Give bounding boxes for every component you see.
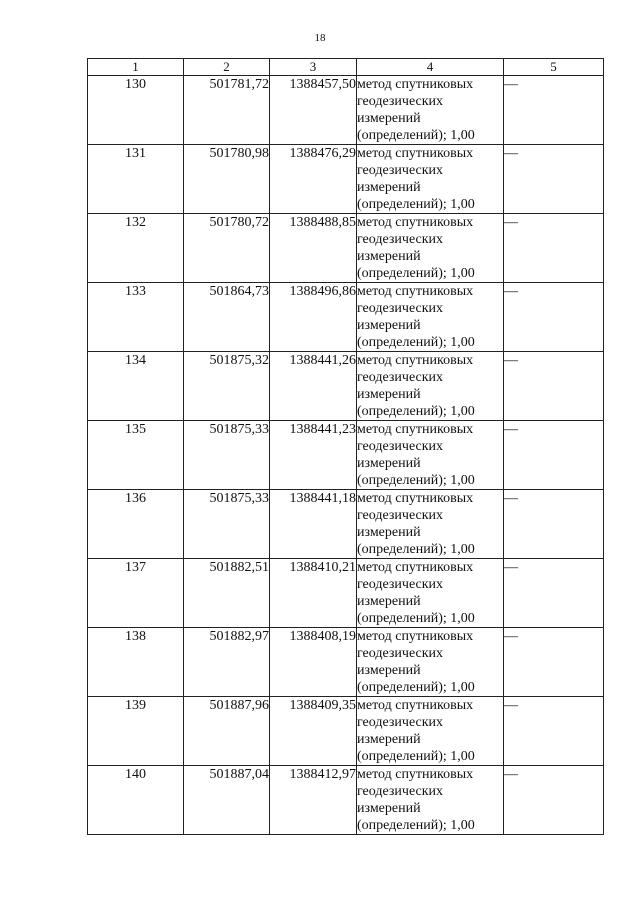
table-row [88,490,604,559]
method-cell [357,421,504,490]
method-line: (определений); 1,00 [357,266,475,281]
note-cell [504,145,604,214]
note-cell [504,76,604,145]
x-coordinate-cell: 501882,97 [184,628,270,697]
method-line: геодезических [357,715,444,730]
table-row [88,145,604,214]
method-cell [357,352,504,421]
table-row [88,559,604,628]
column-header-5: 5 [504,59,604,76]
method-line: измерений [357,525,421,540]
y-coordinate-cell: 1388476,29 [270,145,357,214]
method-line: метод спутниковых [357,767,474,782]
method-line: измерений [357,732,421,747]
y-coordinate-cell: 1388488,85 [270,214,357,283]
y-coordinate-cell: 1388496,86 [270,283,357,352]
point-number-cell: 137 [88,559,184,628]
method-line: метод спутниковых [357,491,474,506]
note-cell [504,352,604,421]
x-coordinate-cell: 501882,51 [184,559,270,628]
x-coordinate-cell: 501887,04 [184,766,270,835]
method-line: метод спутниковых [357,353,474,368]
point-number-cell: 140 [88,766,184,835]
method-line: геодезических [357,646,444,661]
y-coordinate-cell: 1388408,19 [270,628,357,697]
table-row [88,214,604,283]
method-cell [357,76,504,145]
method-line: измерений [357,318,421,333]
point-number-cell: 133 [88,283,184,352]
method-line: измерений [357,387,421,402]
method-line: измерений [357,663,421,678]
method-line: (определений); 1,00 [357,818,475,833]
x-coordinate-cell: 501875,32 [184,352,270,421]
table-row [88,76,604,145]
method-line: (определений); 1,00 [357,404,475,419]
table-row [88,283,604,352]
method-line: метод спутниковых [357,698,474,713]
method-line: измерений [357,249,421,264]
method-cell [357,214,504,283]
point-number-cell: 130 [88,76,184,145]
note-value: — [504,491,518,506]
note-cell [504,697,604,766]
y-coordinate-cell: 1388410,21 [270,559,357,628]
x-coordinate-cell: 501781,72 [184,76,270,145]
note-cell [504,766,604,835]
method-cell [357,766,504,835]
column-header-1: 1 [88,59,184,76]
x-coordinate-cell: 501864,73 [184,283,270,352]
note-value: — [504,215,518,230]
method-line: геодезических [357,577,444,592]
method-cell [357,145,504,214]
y-coordinate-cell: 1388441,23 [270,421,357,490]
point-number-cell: 139 [88,697,184,766]
point-number-cell: 131 [88,145,184,214]
method-cell [357,283,504,352]
method-line: метод спутниковых [357,629,474,644]
method-line: измерений [357,180,421,195]
method-line: геодезических [357,508,444,523]
method-cell [357,490,504,559]
method-line: (определений); 1,00 [357,749,475,764]
note-cell [504,421,604,490]
method-cell [357,559,504,628]
note-value: — [504,560,518,575]
note-value: — [504,629,518,644]
point-number-cell: 136 [88,490,184,559]
method-line: метод спутниковых [357,284,474,299]
method-line: метод спутниковых [357,215,474,230]
column-header-2: 2 [184,59,270,76]
method-line: (определений); 1,00 [357,680,475,695]
note-value: — [504,146,518,161]
x-coordinate-cell: 501875,33 [184,490,270,559]
x-coordinate-cell: 501780,98 [184,145,270,214]
method-cell [357,697,504,766]
note-cell [504,559,604,628]
method-line: измерений [357,801,421,816]
x-coordinate-cell: 501875,33 [184,421,270,490]
y-coordinate-cell: 1388441,26 [270,352,357,421]
method-line: метод спутниковых [357,77,474,92]
table-row [88,352,604,421]
method-line: (определений); 1,00 [357,197,475,212]
coordinates-table [87,58,604,835]
y-coordinate-cell: 1388409,35 [270,697,357,766]
method-line: (определений); 1,00 [357,473,475,488]
point-number-cell: 132 [88,214,184,283]
method-line: (определений); 1,00 [357,335,475,350]
y-coordinate-cell: 1388441,18 [270,490,357,559]
note-value: — [504,422,518,437]
note-cell [504,214,604,283]
table-header-row [88,59,604,76]
method-line: метод спутниковых [357,422,474,437]
x-coordinate-cell: 501887,96 [184,697,270,766]
note-cell [504,628,604,697]
table-row [88,421,604,490]
note-value: — [504,284,518,299]
method-line: геодезических [357,439,444,454]
note-value: — [504,767,518,782]
note-value: — [504,698,518,713]
method-line: метод спутниковых [357,560,474,575]
method-line: измерений [357,456,421,471]
note-value: — [504,77,518,92]
method-cell [357,628,504,697]
method-line: геодезических [357,94,444,109]
method-line: измерений [357,594,421,609]
method-line: геодезических [357,784,444,799]
note-cell [504,283,604,352]
point-number-cell: 135 [88,421,184,490]
method-line: геодезических [357,163,444,178]
method-line: геодезических [357,370,444,385]
note-value: — [504,353,518,368]
method-line: метод спутниковых [357,146,474,161]
note-cell [504,490,604,559]
method-line: (определений); 1,00 [357,542,475,557]
y-coordinate-cell: 1388457,50 [270,76,357,145]
table-row [88,766,604,835]
table-body [88,59,604,835]
column-header-3: 3 [270,59,357,76]
x-coordinate-cell: 501780,72 [184,214,270,283]
method-line: измерений [357,111,421,126]
page-number: 18 [314,32,326,44]
column-header-4: 4 [357,59,504,76]
point-number-cell: 138 [88,628,184,697]
method-line: геодезических [357,301,444,316]
y-coordinate-cell: 1388412,97 [270,766,357,835]
point-number-cell: 134 [88,352,184,421]
method-line: (определений); 1,00 [357,611,475,626]
table-row [88,628,604,697]
table-row [88,697,604,766]
method-line: геодезических [357,232,444,247]
method-line: (определений); 1,00 [357,128,475,143]
